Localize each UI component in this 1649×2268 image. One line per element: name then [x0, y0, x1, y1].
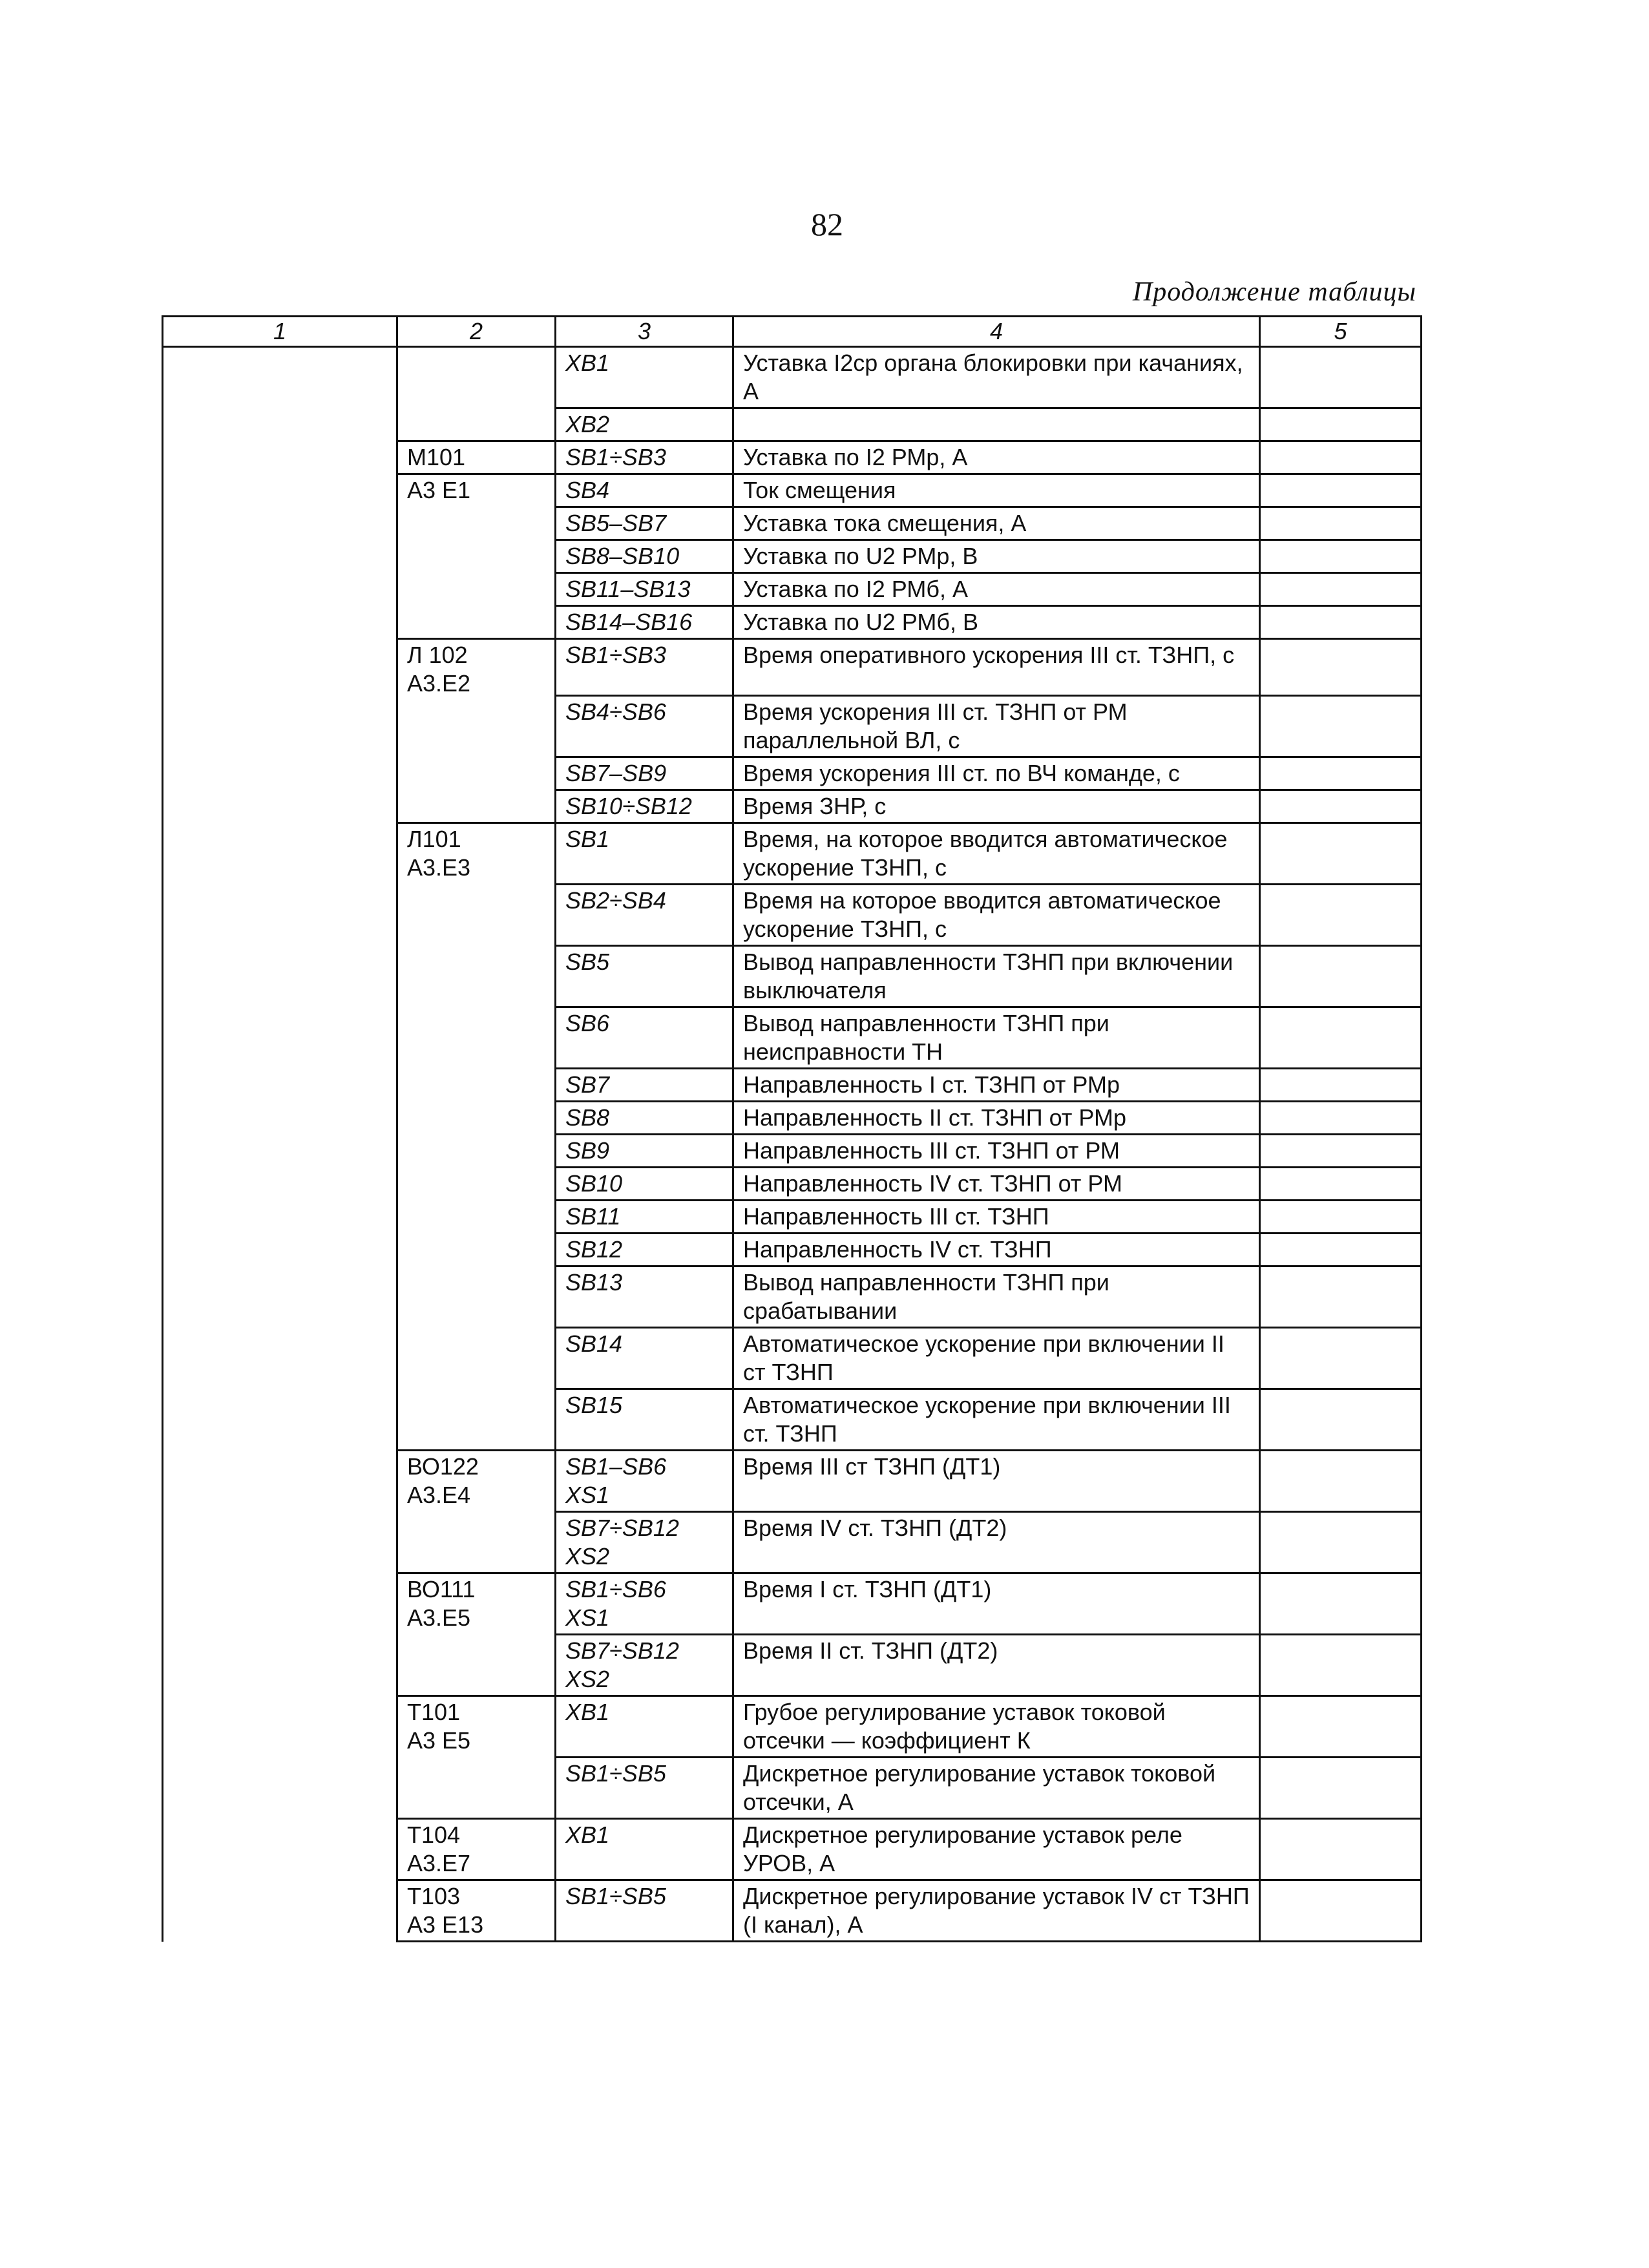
cell-block-id: А3 Е1 — [397, 474, 556, 639]
settings-table — [162, 315, 1422, 1942]
cell-element: SB7 — [556, 1069, 733, 1102]
header-col-2: 2 — [397, 317, 556, 347]
cell-col-1 — [163, 573, 397, 606]
table-row — [163, 639, 1422, 696]
cell-element: SB1÷SB3 — [556, 639, 733, 696]
cell-description: Время III ст ТЗНП (ДТ1) — [733, 1451, 1260, 1512]
cell-value — [1260, 639, 1422, 696]
cell-col-1 — [163, 1512, 397, 1573]
cell-element: XB1 — [556, 347, 733, 408]
cell-element: SB7÷SB12 XS2 — [556, 1635, 733, 1696]
cell-value — [1260, 1758, 1422, 1819]
cell-description: Уставка по U2 РМб, В — [733, 606, 1260, 639]
cell-value — [1260, 885, 1422, 946]
cell-description: Направленность III ст. ТЗНП от РМ — [733, 1135, 1260, 1168]
table-row — [163, 1135, 1422, 1168]
cell-value — [1260, 1234, 1422, 1266]
table-row — [163, 757, 1422, 790]
cell-value — [1260, 1102, 1422, 1135]
cell-description: Вывод направленности ТЗНП при срабатывании — [733, 1266, 1260, 1328]
cell-element: SB8 — [556, 1102, 733, 1135]
cell-element: SB1÷SB3 — [556, 441, 733, 474]
cell-value — [1260, 696, 1422, 757]
cell-description: Время, на которое вводится автоматическое ускорение ТЗНП, с — [733, 823, 1260, 885]
cell-element: SB9 — [556, 1135, 733, 1168]
cell-value — [1260, 1451, 1422, 1512]
cell-description: Грубое регулирование уставок токовой отсечки — коэффициент К — [733, 1696, 1260, 1758]
cell-element: SB4÷SB6 — [556, 696, 733, 757]
cell-value — [1260, 573, 1422, 606]
cell-block-id: ВО111 А3.Е5 — [397, 1573, 556, 1696]
cell-value — [1260, 823, 1422, 885]
cell-col-1 — [163, 696, 397, 757]
cell-description: Время II ст. ТЗНП (ДТ2) — [733, 1635, 1260, 1696]
table-row — [163, 1328, 1422, 1389]
cell-element: SB4 — [556, 474, 733, 507]
cell-col-1 — [163, 1758, 397, 1819]
cell-value — [1260, 946, 1422, 1007]
table-row — [163, 946, 1422, 1007]
table-header-row — [163, 317, 1422, 347]
cell-col-1 — [163, 474, 397, 507]
cell-description — [733, 408, 1260, 441]
cell-col-1 — [163, 1234, 397, 1266]
cell-col-1 — [163, 790, 397, 823]
cell-col-1 — [163, 1007, 397, 1069]
cell-description: Направленность III ст. ТЗНП — [733, 1201, 1260, 1234]
table-row — [163, 1880, 1422, 1942]
cell-value — [1260, 408, 1422, 441]
cell-col-1 — [163, 1635, 397, 1696]
cell-col-1 — [163, 1451, 397, 1512]
cell-block-id: ВО122 А3.Е4 — [397, 1451, 556, 1573]
cell-col-1 — [163, 408, 397, 441]
cell-value — [1260, 1819, 1422, 1880]
table-row — [163, 696, 1422, 757]
cell-element: SB12 — [556, 1234, 733, 1266]
cell-value — [1260, 1880, 1422, 1942]
cell-element: SB10÷SB12 — [556, 790, 733, 823]
cell-col-1 — [163, 1168, 397, 1201]
cell-element: SB5 — [556, 946, 733, 1007]
table-row — [163, 1819, 1422, 1880]
cell-description: Автоматическое ускорение при включении II ст ТЗНП — [733, 1328, 1260, 1389]
cell-col-1 — [163, 823, 397, 885]
cell-value — [1260, 1135, 1422, 1168]
cell-element: SB15 — [556, 1389, 733, 1451]
table-row — [163, 885, 1422, 946]
cell-col-1 — [163, 1696, 397, 1758]
cell-value — [1260, 1069, 1422, 1102]
cell-col-1 — [163, 1102, 397, 1135]
table-row — [163, 1573, 1422, 1635]
cell-description: Дискретное регулирование уставок IV ст ТЗНП (I канал), А — [733, 1880, 1260, 1942]
cell-value — [1260, 1573, 1422, 1635]
cell-element: SB7–SB9 — [556, 757, 733, 790]
cell-value — [1260, 1512, 1422, 1573]
cell-description: Направленность I ст. ТЗНП от РМр — [733, 1069, 1260, 1102]
cell-col-1 — [163, 540, 397, 573]
cell-description: Время ускорения III ст. по ВЧ команде, с — [733, 757, 1260, 790]
cell-element: SB1–SB6 XS1 — [556, 1451, 733, 1512]
cell-element: XB2 — [556, 408, 733, 441]
cell-element: SB1 — [556, 823, 733, 885]
cell-block-id — [397, 347, 556, 441]
cell-element: SB14–SB16 — [556, 606, 733, 639]
cell-element: SB8–SB10 — [556, 540, 733, 573]
table-row — [163, 1069, 1422, 1102]
table-continuation-caption: Продолжение таблицы — [1132, 277, 1416, 307]
cell-value — [1260, 507, 1422, 540]
cell-element: SB10 — [556, 1168, 733, 1201]
cell-block-id: Т101 А3 Е5 — [397, 1696, 556, 1819]
cell-element: SB14 — [556, 1328, 733, 1389]
cell-description: Дискретное регулирование уставок токовой отсечки, А — [733, 1758, 1260, 1819]
cell-description: Время ЗНР, с — [733, 790, 1260, 823]
table-row — [163, 1234, 1422, 1266]
cell-description: Уставка по I2 РМб, А — [733, 573, 1260, 606]
cell-col-1 — [163, 1135, 397, 1168]
cell-block-id: Т103 А3 Е13 — [397, 1880, 556, 1942]
table-row — [163, 1102, 1422, 1135]
cell-col-1 — [163, 1819, 397, 1880]
cell-description: Уставка тока смещения, А — [733, 507, 1260, 540]
cell-value — [1260, 1696, 1422, 1758]
cell-value — [1260, 441, 1422, 474]
cell-col-1 — [163, 1328, 397, 1389]
header-col-5: 5 — [1260, 317, 1422, 347]
cell-value — [1260, 1007, 1422, 1069]
cell-col-1 — [163, 1266, 397, 1328]
table-row — [163, 507, 1422, 540]
cell-value — [1260, 757, 1422, 790]
cell-col-1 — [163, 1201, 397, 1234]
cell-col-1 — [163, 1389, 397, 1451]
table-row — [163, 790, 1422, 823]
cell-element: SB1÷SB5 — [556, 1880, 733, 1942]
cell-description: Время ускорения III ст. ТЗНП от РМ параллельной ВЛ, с — [733, 696, 1260, 757]
cell-description: Направленность IV ст. ТЗНП — [733, 1234, 1260, 1266]
cell-value — [1260, 540, 1422, 573]
cell-col-1 — [163, 441, 397, 474]
cell-value — [1260, 1389, 1422, 1451]
cell-col-1 — [163, 606, 397, 639]
cell-description: Уставка по U2 РМр, В — [733, 540, 1260, 573]
table-row — [163, 1266, 1422, 1328]
cell-element: SB13 — [556, 1266, 733, 1328]
cell-description: Дискретное регулирование уставок реле УРОВ, А — [733, 1819, 1260, 1880]
cell-col-1 — [163, 757, 397, 790]
cell-col-1 — [163, 885, 397, 946]
table-row — [163, 1201, 1422, 1234]
table-row — [163, 1451, 1422, 1512]
cell-value — [1260, 790, 1422, 823]
cell-block-id: Л 102 А3.Е2 — [397, 639, 556, 823]
table-row — [163, 1512, 1422, 1573]
cell-value — [1260, 1168, 1422, 1201]
table-row — [163, 606, 1422, 639]
table-row — [163, 823, 1422, 885]
cell-description: Время оперативного ускорения III ст. ТЗНП, с — [733, 639, 1260, 696]
table-row — [163, 1389, 1422, 1451]
cell-col-1 — [163, 1069, 397, 1102]
cell-element: XB1 — [556, 1696, 733, 1758]
table-row — [163, 474, 1422, 507]
table-row — [163, 573, 1422, 606]
header-col-3: 3 — [556, 317, 733, 347]
cell-col-1 — [163, 1573, 397, 1635]
table-row — [163, 1007, 1422, 1069]
cell-element: SB11–SB13 — [556, 573, 733, 606]
cell-description: Направленность II ст. ТЗНП от РМр — [733, 1102, 1260, 1135]
table-row — [163, 540, 1422, 573]
table-body — [163, 347, 1422, 1942]
table-row — [163, 347, 1422, 408]
cell-value — [1260, 1328, 1422, 1389]
cell-description: Время на которое вводится автоматическое ускорение ТЗНП, с — [733, 885, 1260, 946]
cell-element: SB6 — [556, 1007, 733, 1069]
cell-element: SB1÷SB6 XS1 — [556, 1573, 733, 1635]
cell-value — [1260, 347, 1422, 408]
cell-description: Вывод направленности ТЗНП при неисправности ТН — [733, 1007, 1260, 1069]
cell-description: Время IV ст. ТЗНП (ДТ2) — [733, 1512, 1260, 1573]
cell-element: XB1 — [556, 1819, 733, 1880]
table-row — [163, 1758, 1422, 1819]
cell-description: Уставка по I2 РМр, А — [733, 441, 1260, 474]
page-number: 82 — [811, 206, 843, 242]
cell-value — [1260, 474, 1422, 507]
cell-col-1 — [163, 1880, 397, 1942]
cell-description: Автоматическое ускорение при включении III ст. ТЗНП — [733, 1389, 1260, 1451]
cell-description: Вывод направленности ТЗНП при включении выключателя — [733, 946, 1260, 1007]
cell-description: Уставка I2ср органа блокировки при качаниях, А — [733, 347, 1260, 408]
cell-description: Время I ст. ТЗНП (ДТ1) — [733, 1573, 1260, 1635]
cell-value — [1260, 606, 1422, 639]
cell-element: SB1÷SB5 — [556, 1758, 733, 1819]
cell-value — [1260, 1635, 1422, 1696]
cell-block-id: М101 — [397, 441, 556, 474]
table-row — [163, 1696, 1422, 1758]
cell-col-1 — [163, 507, 397, 540]
cell-description: Направленность IV ст. ТЗНП от РМ — [733, 1168, 1260, 1201]
cell-value — [1260, 1201, 1422, 1234]
cell-element: SB11 — [556, 1201, 733, 1234]
table-row — [163, 441, 1422, 474]
header-col-4: 4 — [733, 317, 1260, 347]
cell-col-1 — [163, 347, 397, 408]
cell-value — [1260, 1266, 1422, 1328]
cell-element: SB7÷SB12 XS2 — [556, 1512, 733, 1573]
cell-element: SB5–SB7 — [556, 507, 733, 540]
cell-description: Ток смещения — [733, 474, 1260, 507]
table-row — [163, 408, 1422, 441]
cell-block-id: Л101 А3.Е3 — [397, 823, 556, 1451]
table-row — [163, 1635, 1422, 1696]
cell-block-id: Т104 А3.Е7 — [397, 1819, 556, 1880]
table-row — [163, 1168, 1422, 1201]
cell-col-1 — [163, 639, 397, 696]
cell-col-1 — [163, 946, 397, 1007]
header-col-1: 1 — [163, 317, 397, 347]
cell-element: SB2÷SB4 — [556, 885, 733, 946]
